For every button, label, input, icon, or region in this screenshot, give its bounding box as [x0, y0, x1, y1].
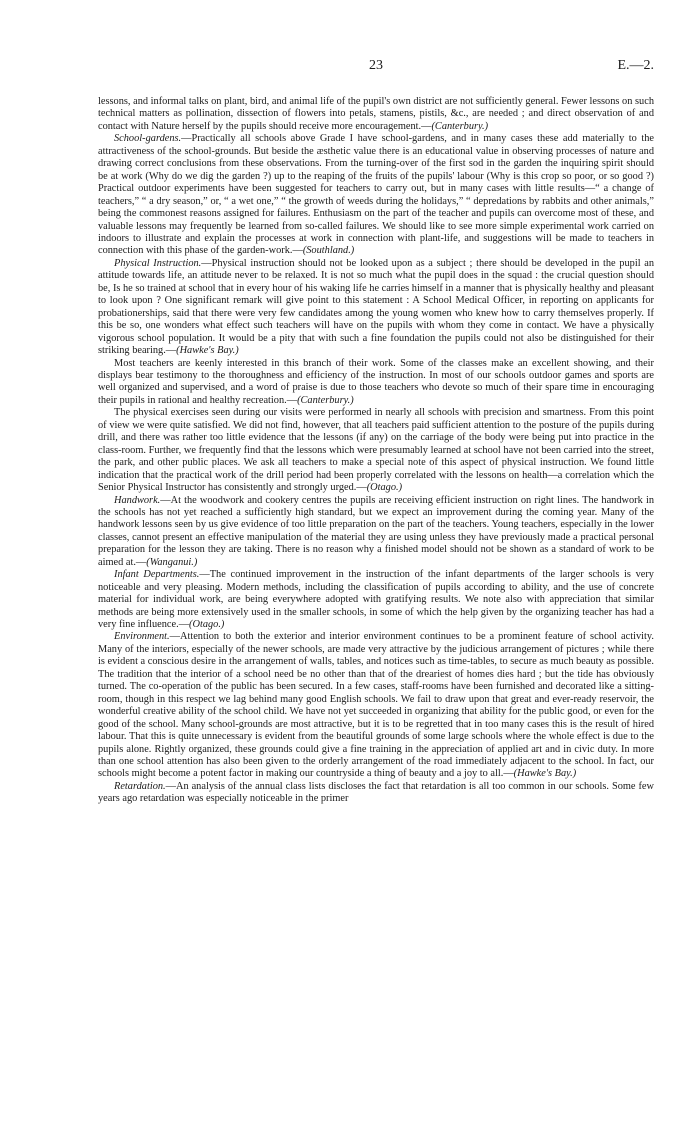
paragraph-text: —At the woodwork and cookery centres the pupils are receiving efficient instruction on right lines. The handwork in the schools has not yet reached a sufficiently high standard, but we expect an improvement during the coming year. Many of the handwork lessons seen by us give evidence of too little preparation on the part of the teachers. Young teachers, especially in the lower classes, cannot present an effective manipulation of the material they are using unless they have previously made a practical personal preparation for the lesson they are taking. There is no reason why a finished model should not be shown as a standard of work to be aimed at.— — [98, 494, 654, 568]
paragraph-source: (Hawke's Bay.) — [176, 345, 239, 357]
paragraph-source: (Wanganui.) — [146, 556, 198, 568]
paragraph-text: —Practically all schools above Grade I have school-gardens, and in many cases these add materially to the attractiveness of the school-grounds. But beside the æsthetic value there is an educational value in observing processes of nature and drawing correct conclusions from these observations. From the turning-over of the first sod in the garden the inquiring spirit should be at work (Why do we dig the garden ?) up to the reaping of the fruits of the pupils' labour (Why is this crop so poor, or so good ?) Practical outdoor experiments have been suggested for teachers to carry out, but in many cases with little results—“ a change of teachers,” “ a dry season,” or, “ a wet one,” “ the growth of weeds during the holidays,” “ depredations by rabbits and other animals,” being the commonest reasons assigned for failures. Enthusiasm on the part of the teacher and pupils can overcome most of these, and valuable lessons may frequently be learned from so-called failures. We should like to see more simple experimental work carried on indoors to illustrate and explain the processes at work in connection with plant-life, and suggestions will be made to teachers in connection with this phase of the garden-work.— — [98, 133, 654, 257]
paragraph-nature-study — [98, 96, 654, 133]
paragraph-source: (Otago.) — [366, 482, 403, 494]
paragraph-infant-departments — [98, 569, 654, 631]
section-heading: Environment. — [114, 631, 170, 643]
paragraph-text: —Attention to both the exterior and interior environment continues to be a prominent feature of school activity. Many of the interiors, especially of the newer schools, are made very attractive by the judicious arrangement of pictures ; while there is evident a conscious desire in the arrangement of walls, tables, and notices such as time-tables, to secure as much beauty as possible. The tradition that the interior of a school need be no other than that of the dreariest of homes dies hard ; but the tide has obviously turned. The co-operation of the public has been secured. In a few cases, staff-rooms have been furnished and decorated like a sitting-room, though in this respect we lag behind many good English schools. We fail to draw upon that great and ever-ready reservoir, the wonderful creative ability of the school child. We have not yet succeeded in organizing that ability for the public good, or even for the good of the school. Many school-grounds are most attractive, but it is to be regretted that in too many cases this is the result of hired labour. That this is quite unnecessary is evident from the beautiful grounds of some large schools where the whole effect is due to the pupils alone. Rightly organized, these grounds could give a fine training in the appreciation of applied art and in civic duty. In more than one school attention has also been given to the orderly arrangement of the road immediately adjacent to the school. In fact, our schools might become a potent factor in making our countryside a thing of beauty and a joy to all.— — [98, 631, 654, 780]
page-number: 23 — [369, 58, 383, 73]
paragraph-source: (Otago.) — [189, 619, 225, 631]
paragraph-text: Most teachers are keenly interested in this branch of their work. Some of the classes make an excellent showing, and their displays bear testimony to the thoroughness and efficiency of the instruction. In most of our schools outdoor games and sports are well organized and supervised, and a word of praise is due to those teachers who devote so much of their spare time in encouraging their pupils in rational and healthy recreation.— — [98, 357, 654, 406]
paragraph-physical-otago — [98, 407, 654, 494]
paragraph-source: (Canterbury.) — [431, 120, 489, 132]
paragraph-physical-instruction — [98, 258, 654, 358]
paragraph-source: (Hawke's Bay.) — [513, 768, 577, 780]
paragraph-environment — [98, 631, 654, 780]
section-heading: Retardation. — [114, 780, 166, 792]
paragraph-physical-canterbury — [98, 358, 654, 408]
section-heading: Handwork. — [114, 494, 161, 506]
paragraph-source: (Canterbury.) — [297, 394, 354, 406]
section-heading: School-gardens. — [114, 133, 182, 145]
paragraph-school-gardens — [98, 133, 654, 258]
paragraph-text: lessons, and informal talks on plant, bird, and animal life of the pupil's own district are not sufficiently general. Fewer lessons on such technical matters as pollination, dissection of flowers into petals, stamens, pistils, &c., are needed ; and direct observation of and contact with Nature herself by the pupils should receive more encouragement.— — [98, 96, 654, 132]
document-body — [98, 96, 654, 806]
paragraph-text: —The continued improvement in the instruction of the infant departments of the larger schools is very noticeable and very pleasing. Modern methods, including the classification of pupils according to ability, and the use of concrete material for individual work, are being everywhere adopted with gratifying results. We note also with appreciation that similar methods are being more extensively used in the smaller schools, in some of which the help given by the organizing teacher has had a very fine influence.— — [98, 569, 654, 631]
section-heading: Infant Departments. — [114, 569, 200, 581]
paragraph-text: The physical exercises seen during our visits were performed in nearly all schools with precision and smartness. From this point of view we were quite satisfied. We did not find, however, that all teachers paid sufficient attention to the posture of the pupils during drill, and there was rather too little evidence that the lessons (if any) on the carriage of the body were being put into practice in the class-room. Further, we frequently find that the lessons which were presumably learned at school have not been carried into the street, the park, and other public places. We ask all teachers to make a special note of this aspect of physical instruction. We found little indication that the practical work of the drill period had been properly correlated with the lessons on health—a correlation which the Senior Physical Instructor has consistently and strongly urged.— — [98, 407, 654, 494]
paragraph-text: —An analysis of the annual class lists discloses the fact that retardation is all too common in our schools. Some few years ago retardation was especially noticeable in the primer — [98, 780, 654, 805]
section-heading: Physical Instruction. — [114, 257, 202, 269]
paragraph-retardation — [98, 781, 654, 806]
page-header — [98, 58, 654, 78]
paragraph-source: (Southland.) — [302, 245, 355, 257]
paragraph-text: —Physical instruction should not be looked upon as a subject ; there should be developed in the pupil an attitude towards life, an attitude never to be relaxed. It is not so much what the pupil does in the squad : the crucial question should be, Is he so trained at school that in every hour of his waking life he carries himself in a manner that is physically healthy and pleasant to look upon ? One significant remark will give point to this statement : A School Medical Officer, in reporting on applicants for probationerships, said that there were very few candidates among the young women who knew how to carry themselves properly. If this be so, one wonders what effect such teachers will have on the pupils with whom they come in contact. We have a physically vigorous school population. It would be a pity that with such a fine foundation the pupils could not also be distinguished for their striking bearing.— — [98, 257, 655, 357]
paragraph-handwork — [98, 495, 654, 570]
report-code: E.—2. — [617, 58, 654, 73]
